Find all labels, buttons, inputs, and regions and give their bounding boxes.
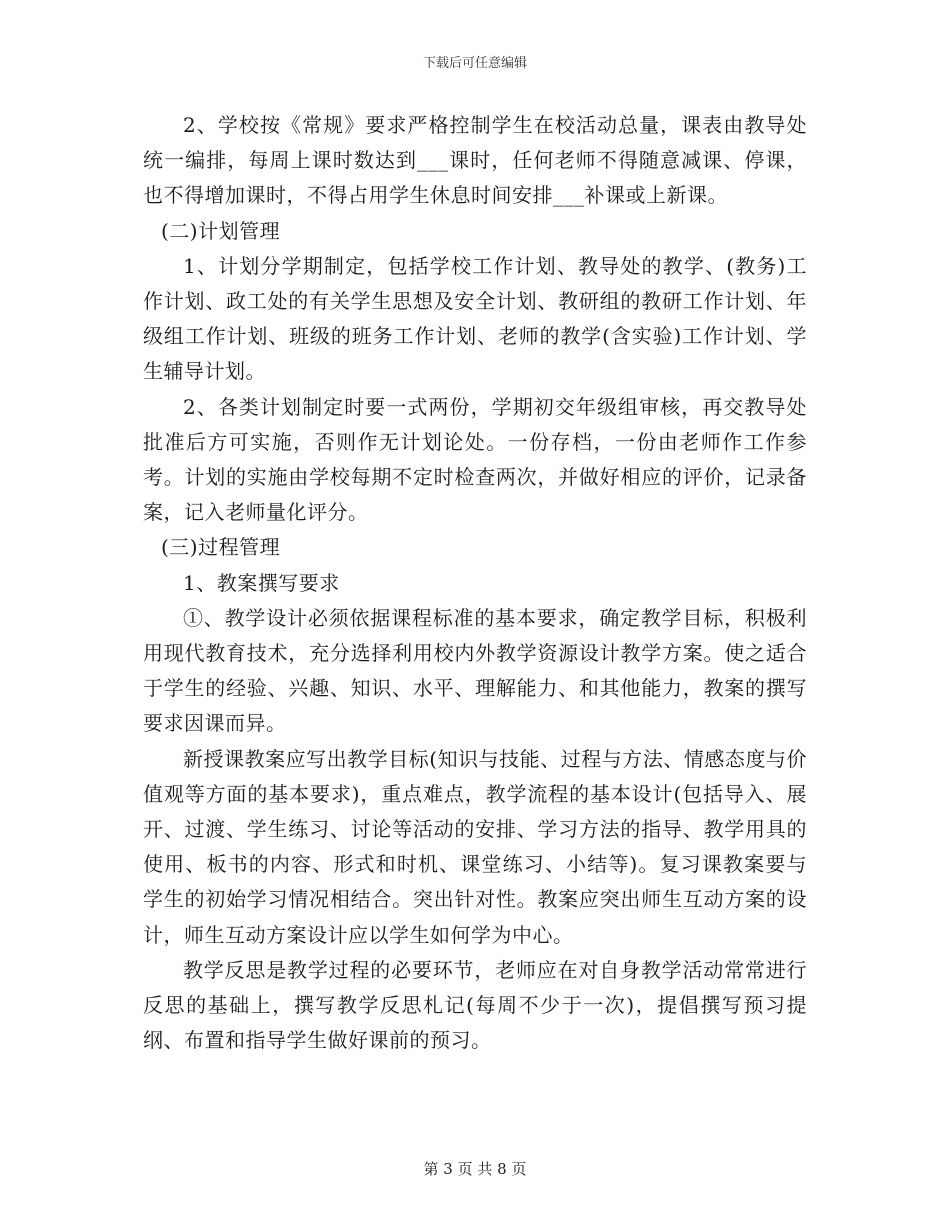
paragraph-plan-approval: 2、各类计划制定时要一式两份，学期初交年级组审核，再交教导处批准后方可实施，否则作无计划论处。一份存档，一份由老师作工作参考。计划的实施由学校每期不定时检查两次，并做好相应的评价，记录备案，记入老师量化评分。 xyxy=(143,394,807,525)
section-heading-plan-management: (二)计划管理 xyxy=(161,218,281,243)
document-body xyxy=(143,108,807,1058)
section-heading-process-management: (三)过程管理 xyxy=(161,535,281,560)
page-header: 下载后可任意编辑 xyxy=(422,56,527,71)
page-footer: 第 3 页 共 8 页 xyxy=(423,1160,527,1178)
subheading-lesson-plan-requirements: 1、教案撰写要求 xyxy=(183,570,340,595)
paragraph-plan-scope: 1、计划分学期制定，包括学校工作计划、教导处的教学、(教务)工作计划、政工处的有关学生思想及安全计划、教研组的教研工作计划、年级组工作计划、班级的班务工作计划、老师的教学(含实验)工作计划、学生辅导计划。 xyxy=(143,253,807,384)
paragraph-teaching-design: ①、教学设计必须依据课程标准的基本要求，确定教学目标，积极利用现代教育技术，充分选择利用校内外教学资源设计教学方案。使之适合于学生的经验、兴趣、知识、水平、理解能力、和其他能力，教案的撰写要求因课而异。 xyxy=(143,605,807,736)
paragraph-schedule-control: 2、学校按《常规》要求严格控制学生在校活动总量，课表由教导处统一编排，每周上课时数达到___课时，任何老师不得随意减课、停课，也不得增加课时，不得占用学生休息时间安排___补课或上新课。 xyxy=(143,113,807,208)
paragraph-new-lesson-plan: 新授课教案应写出教学目标(知识与技能、过程与方法、情感态度与价值观等方面的基本要求)，重点难点，教学流程的基本设计(包括导入、展开、过渡、学生练习、讨论等活动的安排、学习方法的指导、教学用具的使用、板书的内容、形式和时机、课堂练习、小结等)。复习课教案要与学生的初始学习情况相结合。突出针对性。教案应突出师生互动方案的设计，师生互动方案设计应以学生如何学为中心。 xyxy=(143,746,807,947)
paragraph-teaching-reflection: 教学反思是教学过程的必要环节，老师应在对自身教学活动常常进行反思的基础上，撰写教学反思札记(每周不少于一次)，提倡撰写预习提纲、布置和指导学生做好课前的预习。 xyxy=(143,957,807,1053)
